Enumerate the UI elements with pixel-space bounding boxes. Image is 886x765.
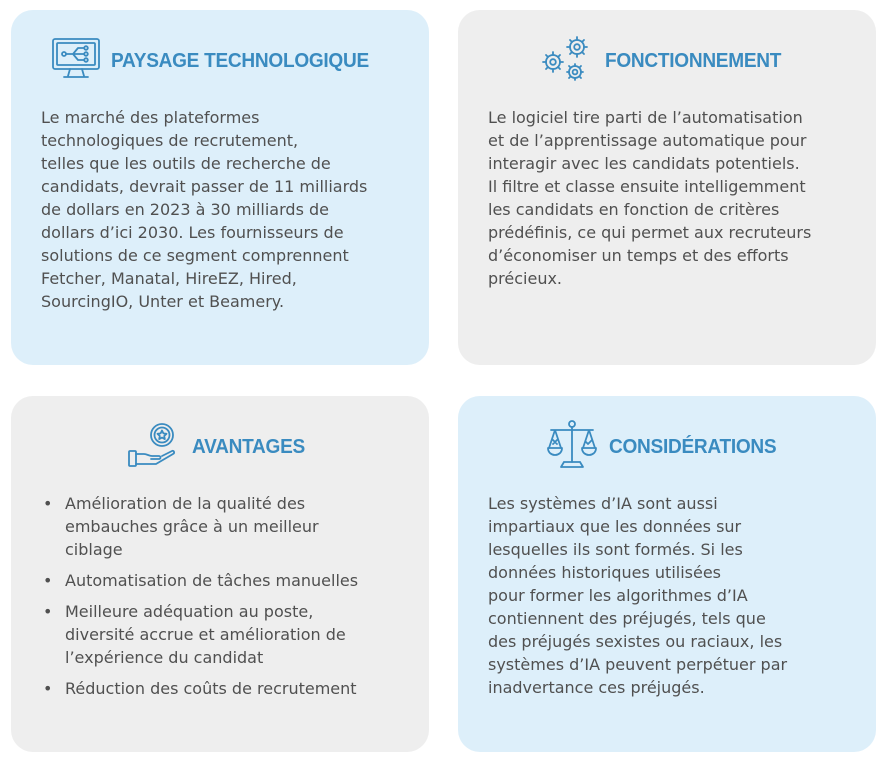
- text-line: Les systèmes d’IA sont aussi: [488, 494, 718, 513]
- text-line: des préjugés sexistes ou raciaux, les: [488, 632, 783, 651]
- list-item: [41, 600, 407, 669]
- card-considerations: [458, 396, 876, 752]
- text-line: • Amélioration de la qualité des: [65, 494, 306, 513]
- card-title: CONSIDÉRATIONS: [609, 435, 777, 458]
- list-item: [41, 569, 407, 592]
- card-header: [458, 422, 876, 472]
- card-advantages: [11, 396, 429, 752]
- card-title: PAYSAGE TECHNOLOGIQUE: [111, 49, 370, 72]
- card-header: [11, 422, 429, 472]
- text-line: technologiques de recrutement,: [41, 131, 299, 150]
- card-header: [458, 36, 876, 86]
- hand-award-icon: [126, 419, 182, 476]
- card-header: [11, 36, 429, 86]
- text-line: • Automatisation de tâches manuelles: [65, 571, 359, 590]
- text-line: d’économiser un temps et des efforts: [488, 246, 789, 265]
- text-line: impartiaux que les données sur: [488, 517, 742, 536]
- text-line: embauches grâce à un meilleur: [65, 517, 319, 536]
- text-line: données historiques utilisées: [488, 563, 722, 582]
- advantages-list: [41, 492, 407, 700]
- text-line: ciblage: [65, 540, 123, 559]
- text-line: interagir avec les candidats potentiels.: [488, 154, 800, 173]
- text-line: candidats, devrait passer de 11 milliards: [41, 177, 368, 196]
- balance-scale-icon: [545, 418, 599, 477]
- text-line: lesquelles ils sont formés. Si les: [488, 540, 743, 559]
- text-line: pour former les algorithmes d’IA: [488, 586, 748, 605]
- list-item: [41, 677, 407, 700]
- card-technology-landscape: [11, 10, 429, 365]
- text-line: Le logiciel tire parti de l’automatisation: [488, 108, 803, 127]
- text-line: Il filtre et classe ensuite intelligemment: [488, 177, 806, 196]
- text-line: contiennent des préjugés, tels que: [488, 609, 766, 628]
- text-line: dollars d’ici 2030. Les fournisseurs de: [41, 223, 344, 242]
- monitor-network-icon: [51, 36, 101, 87]
- text-line: de dollars en 2023 à 30 milliards de: [41, 200, 329, 219]
- text-line: telles que les outils de recherche de: [41, 154, 331, 173]
- text-line: • Réduction des coûts de recrutement: [65, 679, 357, 698]
- card-body: [41, 106, 407, 313]
- text-line: SourcingIO, Unter et Beamery.: [41, 292, 285, 311]
- card-body: [488, 492, 854, 699]
- text-line: l’expérience du candidat: [65, 648, 264, 667]
- text-line: précieux.: [488, 269, 563, 288]
- text-line: inadvertance ces préjugés.: [488, 678, 705, 697]
- card-body: [41, 492, 407, 708]
- card-title: FONCTIONNEMENT: [605, 49, 782, 72]
- text-line: solutions de ce segment comprennent: [41, 246, 349, 265]
- gears-icon: [539, 34, 595, 89]
- card-how-it-works: [458, 10, 876, 365]
- text-line: Fetcher, Manatal, HireEZ, Hired,: [41, 269, 297, 288]
- text-line: les candidats en fonction de critères: [488, 200, 780, 219]
- text-line: diversité accrue et amélioration de: [65, 625, 346, 644]
- text-line: et de l’apprentissage automatique pour: [488, 131, 807, 150]
- card-title: AVANTAGES: [192, 435, 306, 458]
- text-line: • Meilleure adéquation au poste,: [65, 602, 314, 621]
- text-line: Le marché des plateformes: [41, 108, 260, 127]
- text-line: prédéfinis, ce qui permet aux recruteurs: [488, 223, 812, 242]
- text-line: systèmes d’IA peuvent perpétuer par: [488, 655, 788, 674]
- list-item: [41, 492, 407, 561]
- card-body: [488, 106, 854, 290]
